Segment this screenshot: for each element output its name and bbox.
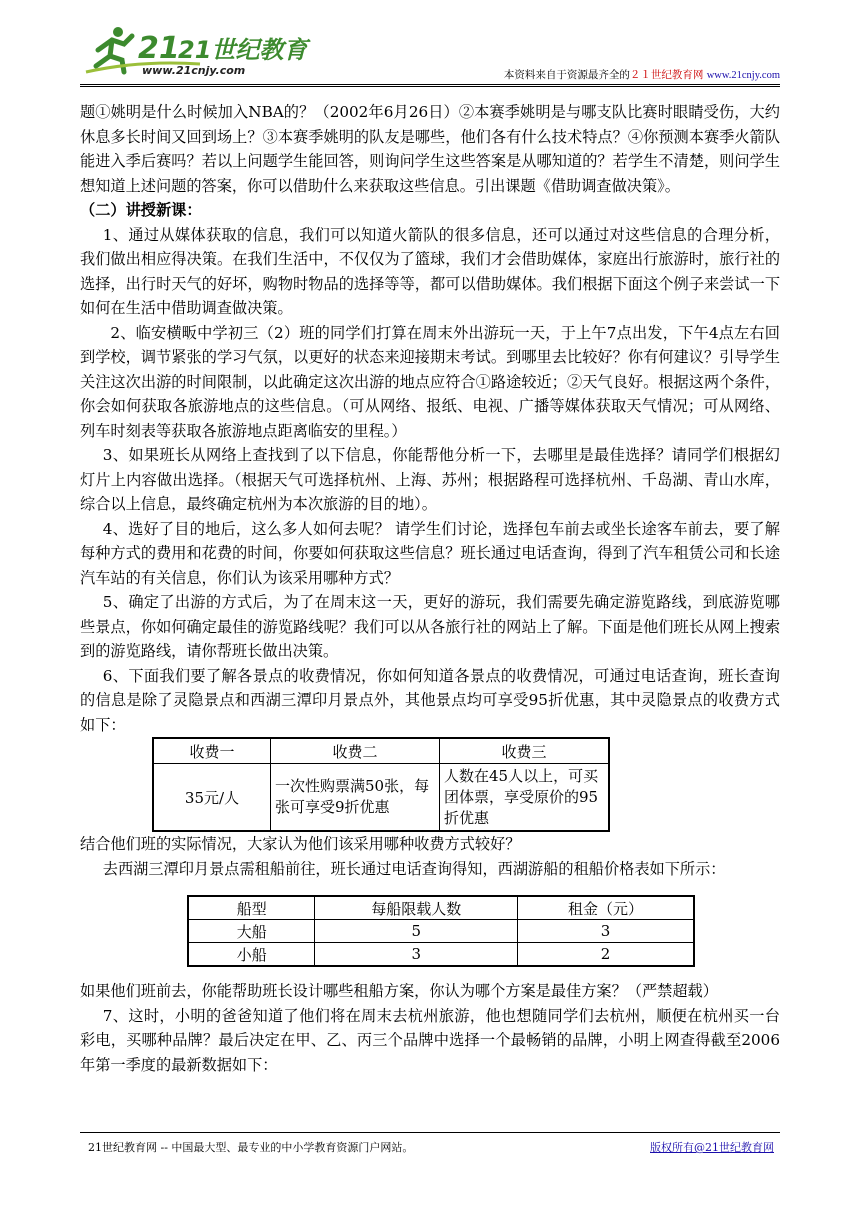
paragraph-intro: 题①姚明是什么时候加入NBA的？（2002年6月26日）②本赛季姚明是与哪支队比赛时眼睛受伤，大约休息多长时间又回到场上？③本赛季姚明的队友是哪些，他们各有什么技术特点？④你预测本赛季火箭队能进入季后赛吗？若以上问题学生能回答，则询问学生这些答案是从哪知道的？若学生不清楚，则问学生想知道上述问题的答案，你可以借助什么来获取这些信息。引出课题《借助调查做决策》。 xyxy=(80,103,780,195)
table-row xyxy=(188,943,694,967)
logo-text: 21世纪教育 xyxy=(178,36,308,64)
boat-cell: 小船 xyxy=(188,943,315,967)
boat-table xyxy=(187,895,695,967)
boat-cell: 3 xyxy=(518,920,694,943)
site-logo[interactable] xyxy=(80,20,320,80)
page-header xyxy=(80,20,780,82)
paragraph-10: 7、这时，小明的爸爸知道了他们将在周末去杭州旅游，他也想随同学们去杭州，顺便在杭州买一台彩电，买哪种品牌？最后决定在甲、乙、丙三个品牌中选择一个最畅销的品牌，小明上网查得截至2006年第一季度的最新数据如下： xyxy=(80,1006,780,1074)
footer-divider xyxy=(80,1132,780,1133)
table-row xyxy=(188,920,694,943)
fee-cell-2: 一次性购票满50张，每张可享受9折优惠 xyxy=(271,764,440,832)
paragraph-4: 4、选好了目的地后，这么多人如何去呢？ 请学生们讨论，选择包车前去或坐长途客车前去，要了解每种方式的费用和花费的时间，你要如何获取这些信息？班长通过电话查询，得到了汽车租赁公司和长途汽车站的有关信息，你们认为该采用哪种方式？ xyxy=(80,519,780,587)
paragraph-7: 结合他们班的实际情况，大家认为他们该采用哪种收费方式较好？ xyxy=(80,835,521,853)
svg-text:21: 21 xyxy=(138,31,180,66)
boat-cell: 2 xyxy=(518,943,694,967)
fee-header-2: 收费二 xyxy=(271,738,440,764)
boat-cell: 3 xyxy=(315,943,518,967)
source-line xyxy=(504,67,780,82)
paragraph-3: 3、如果班长从网络上查找到了以下信息，你能帮他分析一下，去哪里是最佳选择？请同学们根据幻灯片上内容做出选择。（根据天气可选择杭州、上海、苏州；根据路程可选择杭州、千岛湖、青山水库，综合以上信息，最终确定杭州为本次旅游的目的地）。 xyxy=(80,446,780,513)
source-prefix: 本资料来自于资源最齐全的 xyxy=(503,69,630,81)
paragraph-2: 2、临安横畈中学初三（2）班的同学们打算在周末外出游玩一天，于上午7点出发，下午4点左右回到学校，调节紧张的学习气氛，以更好的状态来迎接期末考试。到哪里去比较好？你有何建议？引导学生关注这次出游的时间限制，以此确定这次出游的地点应符合①路途较近；②天气良好。根据这两个条件，你会如何获取各旅游地点的这些信息。（可从网络、报纸、电视、广播等媒体获取天气情况；可从网络、列车时刻表等获取各旅游地点距离临安的里程。） xyxy=(80,323,780,440)
header-divider xyxy=(80,84,780,87)
fee-cell-1: 35元/人 xyxy=(153,764,271,832)
document-body xyxy=(80,100,780,1077)
copyright-link[interactable]: 版权所有@21世纪教育网 xyxy=(650,1141,774,1154)
logo-url: www.21cnjy.com xyxy=(142,64,246,77)
paragraph-1: 1、通过从媒体获取的信息，我们可以知道火箭队的很多信息，还可以通过对这些信息的合理分析，我们做出相应得决策。在我们生活中，不仅仅为了篮球，我们才会借助媒体，家庭出行旅游时，旅行社的选择，出行时天气的好坏，购物时物品的选择等等，都可以借助媒体。我们根据下面这个例子来尝试一下如何在生活中借助调查做决策。 xyxy=(80,225,780,317)
source-site-link[interactable]: ２１世纪教育网 xyxy=(629,69,704,81)
boat-header-capacity: 每船限载人数 xyxy=(315,896,518,920)
boat-cell: 大船 xyxy=(188,920,315,943)
fee-cell-3: 人数在45人以上，可买团体票，享受原价的95折优惠 xyxy=(440,764,610,832)
source-url-link[interactable]: www.21cnjy.com xyxy=(706,70,780,81)
paragraph-6: 6、下面我们要了解各景点的收费情况，你如何知道各景点的收费情况，可通过电话查询，班长查询的信息是除了灵隐景点和西湖三潭印月景点外，其他景点均可享受95折优惠，其中灵隐景点的收费方式如下： xyxy=(80,666,780,734)
paragraph-8: 去西湖三潭印月景点需租船前往，班长通过电话查询得知，西湖游船的租船价格表如下所示： xyxy=(102,859,726,878)
paragraph-5: 5、确定了出游的方式后，为了在周末这一天，更好的游玩，我们需要先确定游览路线，到底游览哪些景点，你如何确定最佳的游览路线呢？我们可以从各旅行社的网站上了解。下面是他们班长从网上搜索到的游览路线，请你帮班长做出决策。 xyxy=(80,593,780,660)
boat-header-type: 船型 xyxy=(188,896,315,920)
section-heading: （二）讲授新课： xyxy=(80,201,202,219)
footer-text: 21世纪教育网 -- 中国最大型、最专业的中小学教育资源门户网站。 xyxy=(88,1141,414,1154)
fee-table xyxy=(152,737,610,832)
fee-header-1: 收费一 xyxy=(153,738,271,764)
fee-header-3: 收费三 xyxy=(440,738,610,764)
paragraph-9: 如果他们班前去，你能帮助班长设计哪些租船方案，你认为哪个方案是最佳方案？（严禁超载） xyxy=(80,982,718,1000)
boat-cell: 5 xyxy=(315,920,518,943)
boat-header-rent: 租金（元） xyxy=(518,896,694,920)
